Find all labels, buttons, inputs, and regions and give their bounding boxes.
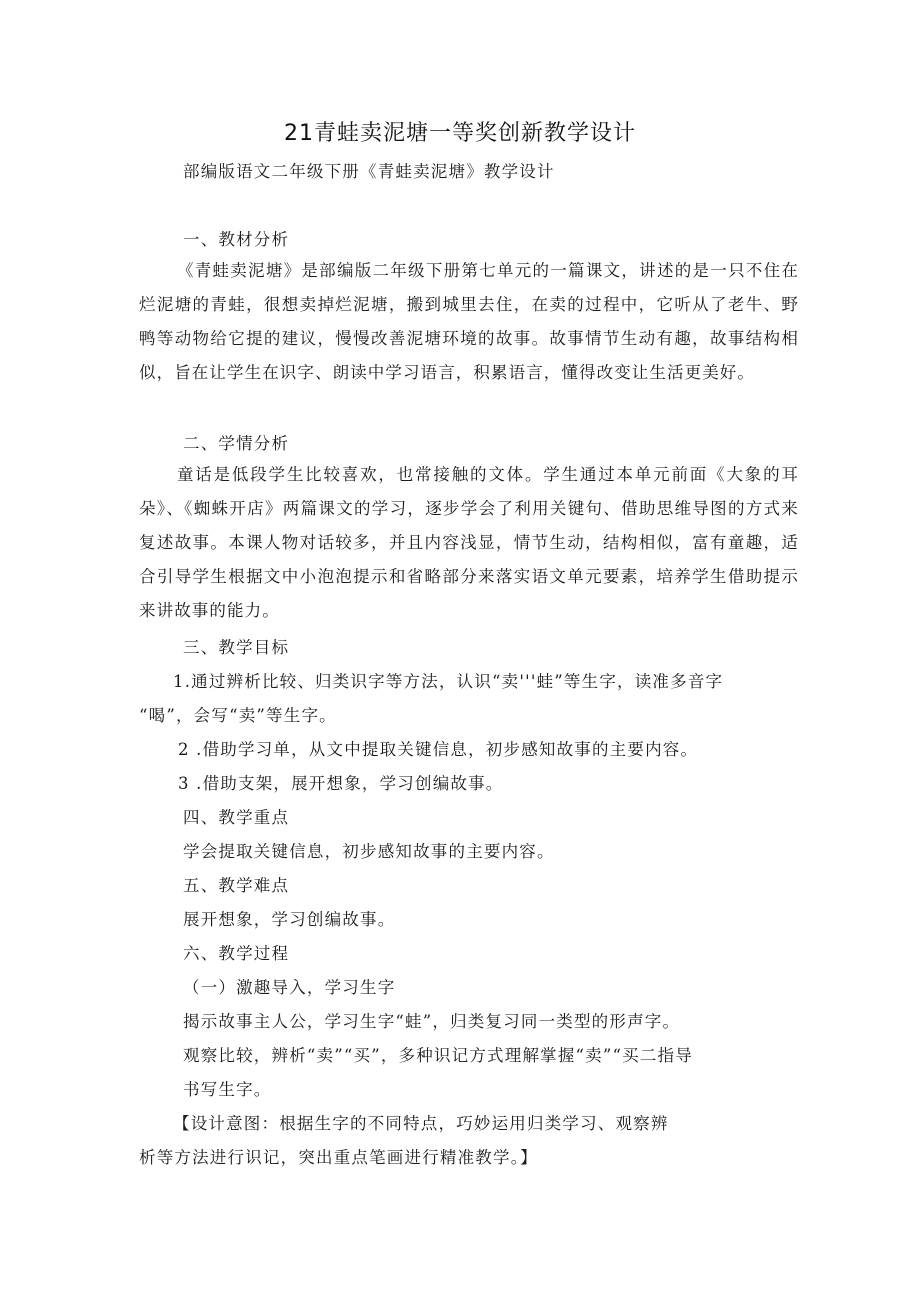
objective-item-3: 3 .借助支架，展开想象，学习创编故事。 bbox=[178, 774, 504, 793]
section-body-learners: 童话是低段学生比较喜欢，也常接触的文体。学生通过本单元前面《大象的耳朵》、《蜘蛛开店》两篇课文的学习，逐步学会了利用关键句、借助思维导图的方式来复述故事。本课人物对话较多，并且内容浅显，情节生动，结构相似，富有童趣，适合引导学生根据文中小泡泡提示和省略部分来落实语文单元要素，培养学生借助提示来讲故事的能力。 bbox=[139, 465, 799, 620]
document-title: 21青蛙卖泥塘一等奖创新教学设计 bbox=[284, 121, 636, 146]
section-heading-materials: 一、教材分析 bbox=[183, 230, 290, 249]
section-body-difficulties: 展开想象，学习创编故事。 bbox=[183, 910, 396, 929]
section-heading-objectives: 三、教学目标 bbox=[183, 638, 290, 657]
design-intent-note-line-1: 【设计意图：根据生字的不同特点，巧妙运用归类学习、观察辨 bbox=[173, 1114, 669, 1133]
process-paragraph-2-line-2: 书写生字。 bbox=[183, 1080, 272, 1099]
process-paragraph-2-line-1: 观察比较，辨析“卖”“买”，多种识记方式理解掌握“卖”“买二指导 bbox=[183, 1046, 693, 1065]
objective-item-1-line-1: 1.通过辨析比较、归类识字等方法，认识“卖'''蛙”等生字，读准多音字 bbox=[173, 672, 724, 691]
document-subtitle: 部编版语文二年级下册《青蛙卖泥塘》教学设计 bbox=[183, 162, 555, 181]
section-heading-process: 六、教学过程 bbox=[183, 944, 290, 963]
section-heading-difficulties: 五、教学难点 bbox=[183, 876, 290, 895]
section-body-materials: 《青蛙卖泥塘》是部编版二年级下册第七单元的一篇课文，讲述的是一只不住在烂泥塘的青蛙，很想卖掉烂泥塘，搬到城里去住，在卖的过程中，它听从了老牛、野鸭等动物给它提的建议，慢慢改善泥塘环境的故事。故事情节生动有趣，故事结构相似，旨在让学生在识字、朗读中学习语言，积累语言，懂得改变让生活更美好。 bbox=[139, 261, 799, 382]
design-intent-note-line-2: 析等方法进行识记，突出重点笔画进行精准教学。】 bbox=[139, 1148, 538, 1167]
section-heading-learners: 二、学情分析 bbox=[183, 434, 290, 453]
objective-item-2: 2 .借助学习单，从文中提取关键信息，初步感知故事的主要内容。 bbox=[178, 740, 699, 759]
objective-item-1-line-2: “喝”，会写“卖”等生字。 bbox=[139, 706, 337, 725]
section-heading-key-points: 四、教学重点 bbox=[183, 808, 290, 827]
process-subheading-1: （一）激趣导入，学习生字 bbox=[183, 978, 396, 997]
section-body-key-points: 学会提取关键信息，初步感知故事的主要内容。 bbox=[183, 842, 555, 861]
process-paragraph-1: 揭示故事主人公，学习生字“蛙”，归类复习同一类型的形声字。 bbox=[183, 1012, 681, 1031]
